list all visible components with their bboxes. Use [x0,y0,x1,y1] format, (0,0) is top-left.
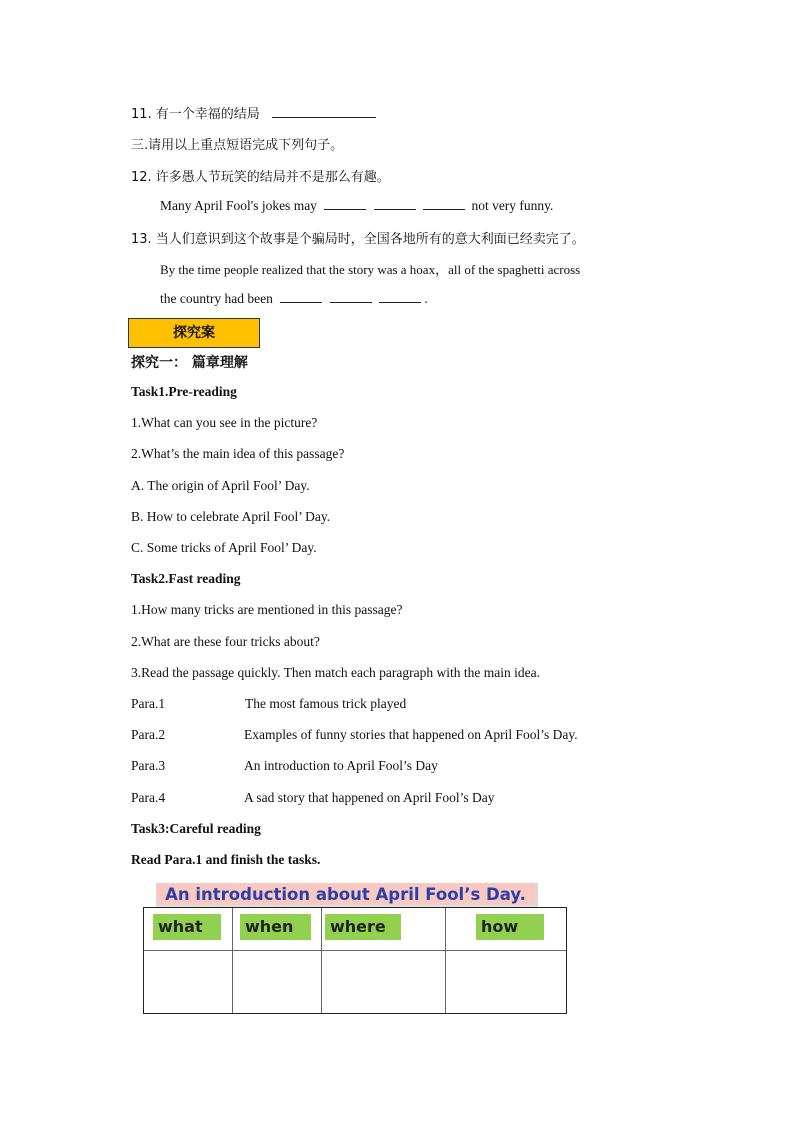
cell-when-answer[interactable] [233,951,321,1011]
q13-english-start: the country had been [160,291,273,306]
task2-title: Task2.Fast reading [131,571,241,586]
task1-title: Task1.Pre-reading [131,384,237,399]
task1-question-1: 1.What can you see in the picture? [131,415,318,430]
header-where: where [325,914,401,940]
q12-english-start: Many April Fool's jokes may [160,198,317,213]
para-main-idea: An introduction to April Fool’s Day [244,758,438,773]
q12-blank-1[interactable] [324,197,366,210]
q12-blank-2[interactable] [374,197,416,210]
task2-question-1: 1.How many tricks are mentioned in this passage? [131,602,403,617]
q13-text: 13. 当人们意识到这个故事是个骗局时，全国各地所有的意大利面已经卖完了。 [131,232,585,247]
task1-option-a[interactable]: A. The origin of April Fool’ Day. [131,478,310,493]
task1-option-c[interactable]: C. Some tricks of April Fool’ Day. [131,540,317,555]
header-how: how [476,914,544,940]
table-banner: An introduction about April Fool’s Day. [156,883,538,907]
cell-how-answer[interactable] [446,951,565,1011]
q13-english-end: . [424,291,428,306]
cell-what-answer[interactable] [144,951,232,1011]
para-main-idea: The most famous trick played [245,696,407,711]
q13-blank-3[interactable] [379,290,421,303]
q13-english-line-1: By the time people realized that the story was a hoax，all of the spaghetti across [160,262,581,277]
info-table [143,907,567,1014]
task2-question-3: 3.Read the passage quickly. Then match each paragraph with the main idea. [131,665,540,680]
q12-english-line [160,197,553,214]
q13-english-line-2 [160,290,428,307]
task3-title: Task3:Careful reading [131,821,261,836]
task1-question-2: 2.What’s the main idea of this passage? [131,446,345,461]
para-label: Para.1 [131,696,166,711]
q12-text: 12. 许多愚人节玩笑的结局并不是那么有趣。 [131,170,390,185]
section-box-explore: 探究案 [128,318,260,348]
q12-english-end: not very funny. [471,198,554,213]
para-label: Para.4 [131,790,166,805]
explore-heading: 探究一： 篇章理解 [131,355,248,371]
q11-blank[interactable] [272,105,376,118]
q12-blank-3[interactable] [423,197,465,210]
q13-blank-1[interactable] [280,290,322,303]
cell-where-answer[interactable] [322,951,445,1011]
q11-line [131,103,376,122]
para-main-idea: A sad story that happened on April Fool’s Day [244,790,495,805]
header-what: what [153,914,221,940]
para-label: Para.2 [131,727,166,742]
task1-option-b[interactable]: B. How to celebrate April Fool’ Day. [131,509,331,524]
para-label: Para.3 [131,758,166,773]
task2-question-2: 2.What are these four tricks about? [131,634,320,649]
q13-blank-2[interactable] [330,290,372,303]
para-main-idea: Examples of funny stories that happened on April Fool’s Day. [244,727,578,742]
header-when: when [240,914,311,940]
q11-text: 11. 有一个幸福的结局 [131,107,260,122]
task3-instruction: Read Para.1 and finish the tasks. [131,852,321,867]
section3-heading: 三.请用以上重点短语完成下列句子。 [131,138,344,153]
